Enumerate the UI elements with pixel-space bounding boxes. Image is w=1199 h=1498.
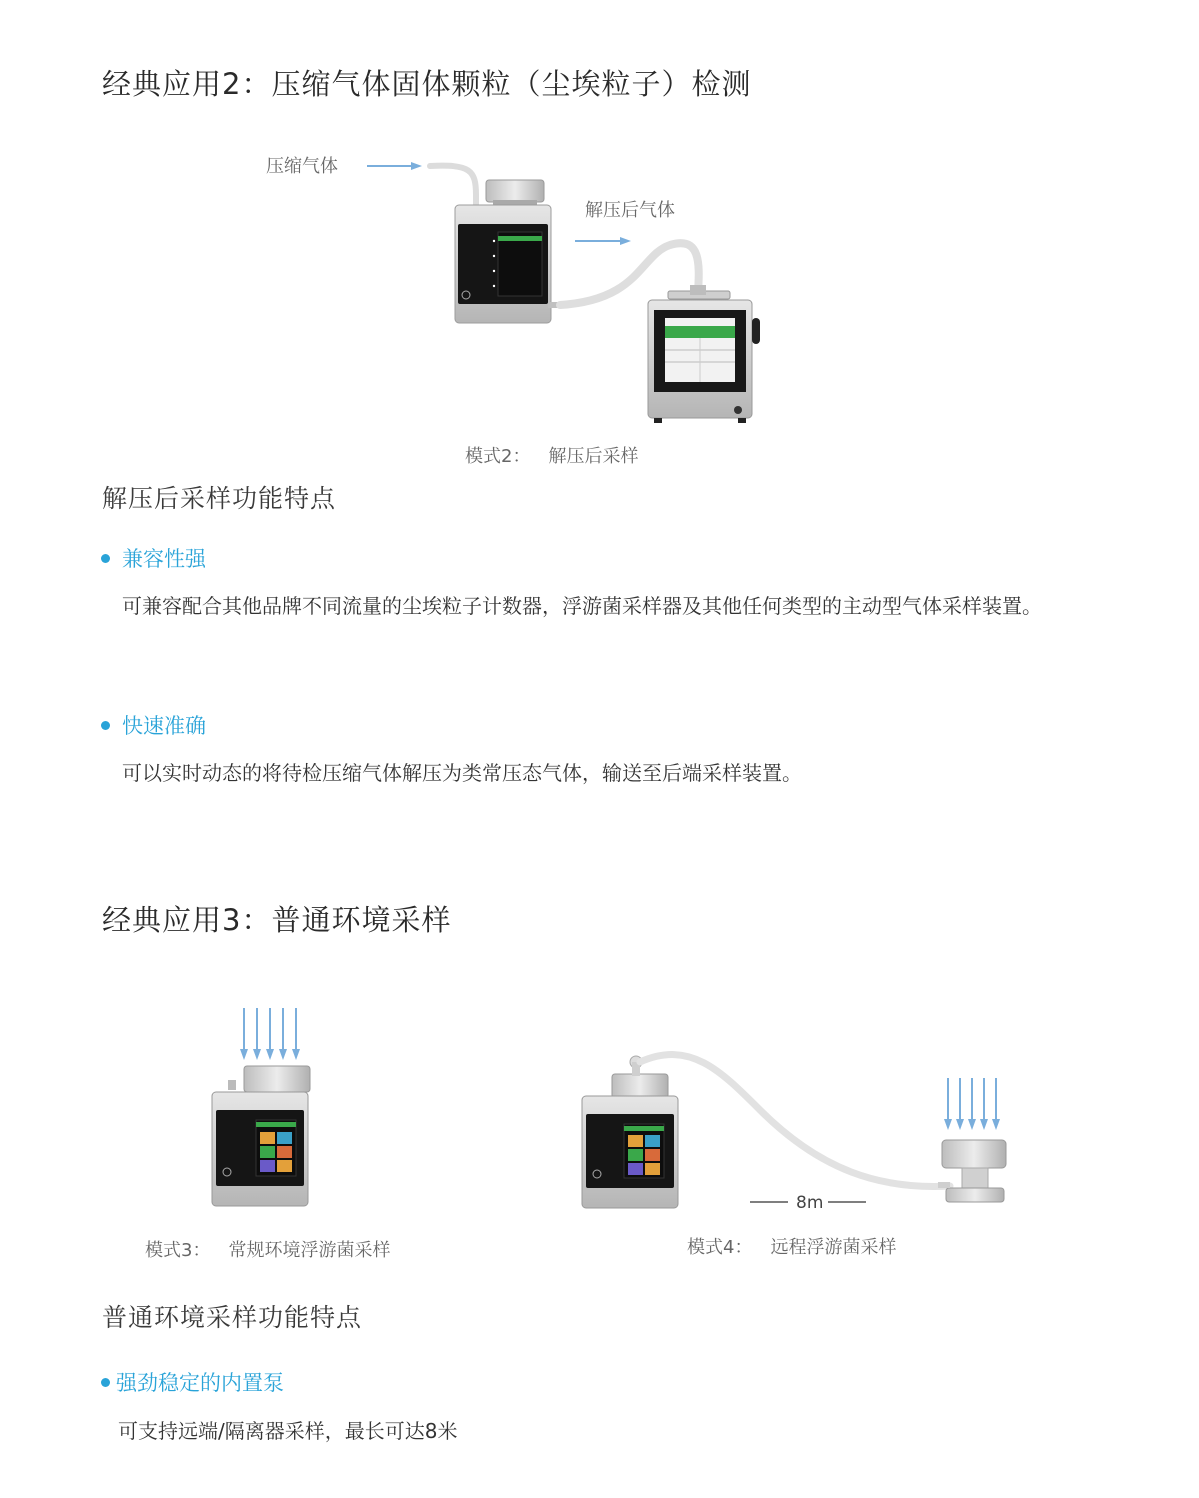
mode3-caption — [145, 1236, 390, 1262]
mode3-text: 常规环境浮游菌采样 — [228, 1240, 391, 1261]
feature-pump-text: 可支持远端/隔离器采样，最长可达8米 — [118, 1419, 458, 1443]
feature-compatibility-text: 可兼容配合其他品牌不同流量的尘埃粒子计数器，浮游菌采样器及其他任何类型的主动型气体采样装置。 — [122, 594, 1042, 618]
mode4-caption — [687, 1233, 896, 1259]
mode3-label: 模式3： — [145, 1240, 211, 1261]
remote-airflow-arrows-icon — [944, 1078, 1000, 1130]
mode2-text: 解压后采样 — [548, 446, 639, 467]
feature-speed-title: 快速准确 — [101, 710, 206, 740]
air-sampler-device — [212, 1066, 310, 1206]
remote-sampler-device — [582, 1056, 678, 1208]
section3-features-title: 普通环境采样功能特点 — [102, 1303, 363, 1332]
bullet-icon — [101, 1378, 110, 1387]
section2-features-title: 解压后采样功能特点 — [102, 484, 337, 513]
feature-compatibility-title: 兼容性强 — [101, 543, 206, 573]
compressed-gas-label: 压缩气体 — [266, 156, 338, 177]
remote-sampling-head — [938, 1140, 1006, 1202]
feature-pump-title: 强劲稳定的内置泵 — [101, 1367, 284, 1397]
feature-speed-text: 可以实时动态的将待检压缩气体解压为类常压态气体，输送至后端采样装置。 — [122, 761, 802, 785]
mode4-label: 模式4： — [687, 1237, 753, 1258]
mode4-text: 远程浮游菌采样 — [770, 1237, 897, 1258]
distance-label: 8m — [796, 1193, 824, 1213]
section2-title: 经典应用2：压缩气体固体颗粒（尘埃粒子）检测 — [102, 67, 752, 101]
airflow-arrows-icon — [240, 1008, 300, 1060]
decompressed-gas-label: 解压后气体 — [585, 200, 675, 221]
section3-title: 经典应用3：普通环境采样 — [102, 903, 452, 937]
mode2-label: 模式2： — [465, 446, 531, 467]
